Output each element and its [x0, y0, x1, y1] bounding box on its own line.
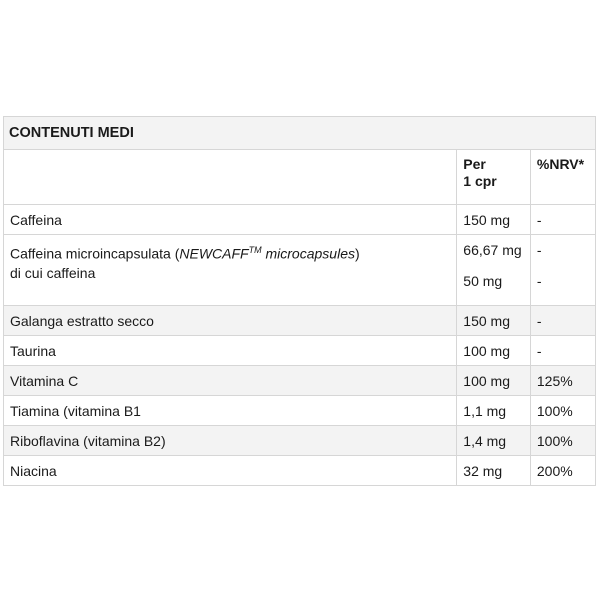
- row-nrv: 100%: [530, 396, 595, 426]
- table-row: [4, 366, 596, 396]
- nutrition-table-container: [3, 116, 596, 486]
- table-row: [4, 336, 596, 366]
- row-name: Tiamina (vitamina B1: [4, 396, 457, 426]
- row-amount: 1,1 mg: [457, 396, 531, 426]
- row-name: Niacina: [4, 456, 457, 486]
- row-nrv: 125%: [530, 366, 595, 396]
- row-nrv: -: [530, 306, 595, 336]
- row-amount: 100 mg: [457, 366, 531, 396]
- row-name: Taurina: [4, 336, 457, 366]
- row-amount: [457, 235, 531, 306]
- row-nrv: -: [530, 205, 595, 235]
- row-nrv: -: [530, 336, 595, 366]
- table-row: [4, 456, 596, 486]
- column-header-per-line1: Per: [463, 156, 486, 172]
- table-row: [4, 396, 596, 426]
- row-amount: 1,4 mg: [457, 426, 531, 456]
- table-row: [4, 205, 596, 235]
- row-name: Caffeina: [4, 205, 457, 235]
- row-amount: 100 mg: [457, 336, 531, 366]
- row-sub-amount: 50 mg: [463, 273, 503, 289]
- table-row: [4, 235, 596, 306]
- table-row: [4, 306, 596, 336]
- row-amount-main: 66,67 mg: [463, 242, 522, 258]
- row-name: [4, 235, 457, 306]
- row-name-italic: NEWCAFF: [179, 245, 249, 262]
- row-name-suffix: ): [354, 245, 360, 262]
- column-header-name: [4, 150, 457, 205]
- row-name: Riboflavina (vitamina B2): [4, 426, 457, 456]
- row-amount: 32 mg: [457, 456, 531, 486]
- row-subname: di cui caffeina: [10, 264, 96, 281]
- column-header-row: [4, 150, 596, 205]
- row-name-prefix: Caffeina microincapsulata (: [10, 245, 180, 262]
- row-amount: 150 mg: [457, 306, 531, 336]
- table-title: CONTENUTI MEDI: [4, 117, 596, 150]
- row-nrv-main: -: [536, 242, 542, 258]
- row-name: Galanga estratto secco: [4, 306, 457, 336]
- row-amount: 150 mg: [457, 205, 531, 235]
- row-name: Vitamina C: [4, 366, 457, 396]
- row-nrv: 100%: [530, 426, 595, 456]
- column-header-per-tablet: [457, 150, 531, 205]
- row-nrv: [530, 235, 595, 306]
- row-nrv: 200%: [530, 456, 595, 486]
- row-name-italic2: microcapsules: [261, 245, 355, 262]
- column-header-per-line2: 1 cpr: [463, 173, 497, 189]
- nutrition-table: [3, 116, 596, 486]
- column-header-nrv: %NRV*: [530, 150, 595, 205]
- table-title-row: [4, 117, 596, 150]
- row-sub-nrv: -: [536, 273, 542, 289]
- row-name-trademark: TM: [248, 245, 262, 255]
- table-row: [4, 426, 596, 456]
